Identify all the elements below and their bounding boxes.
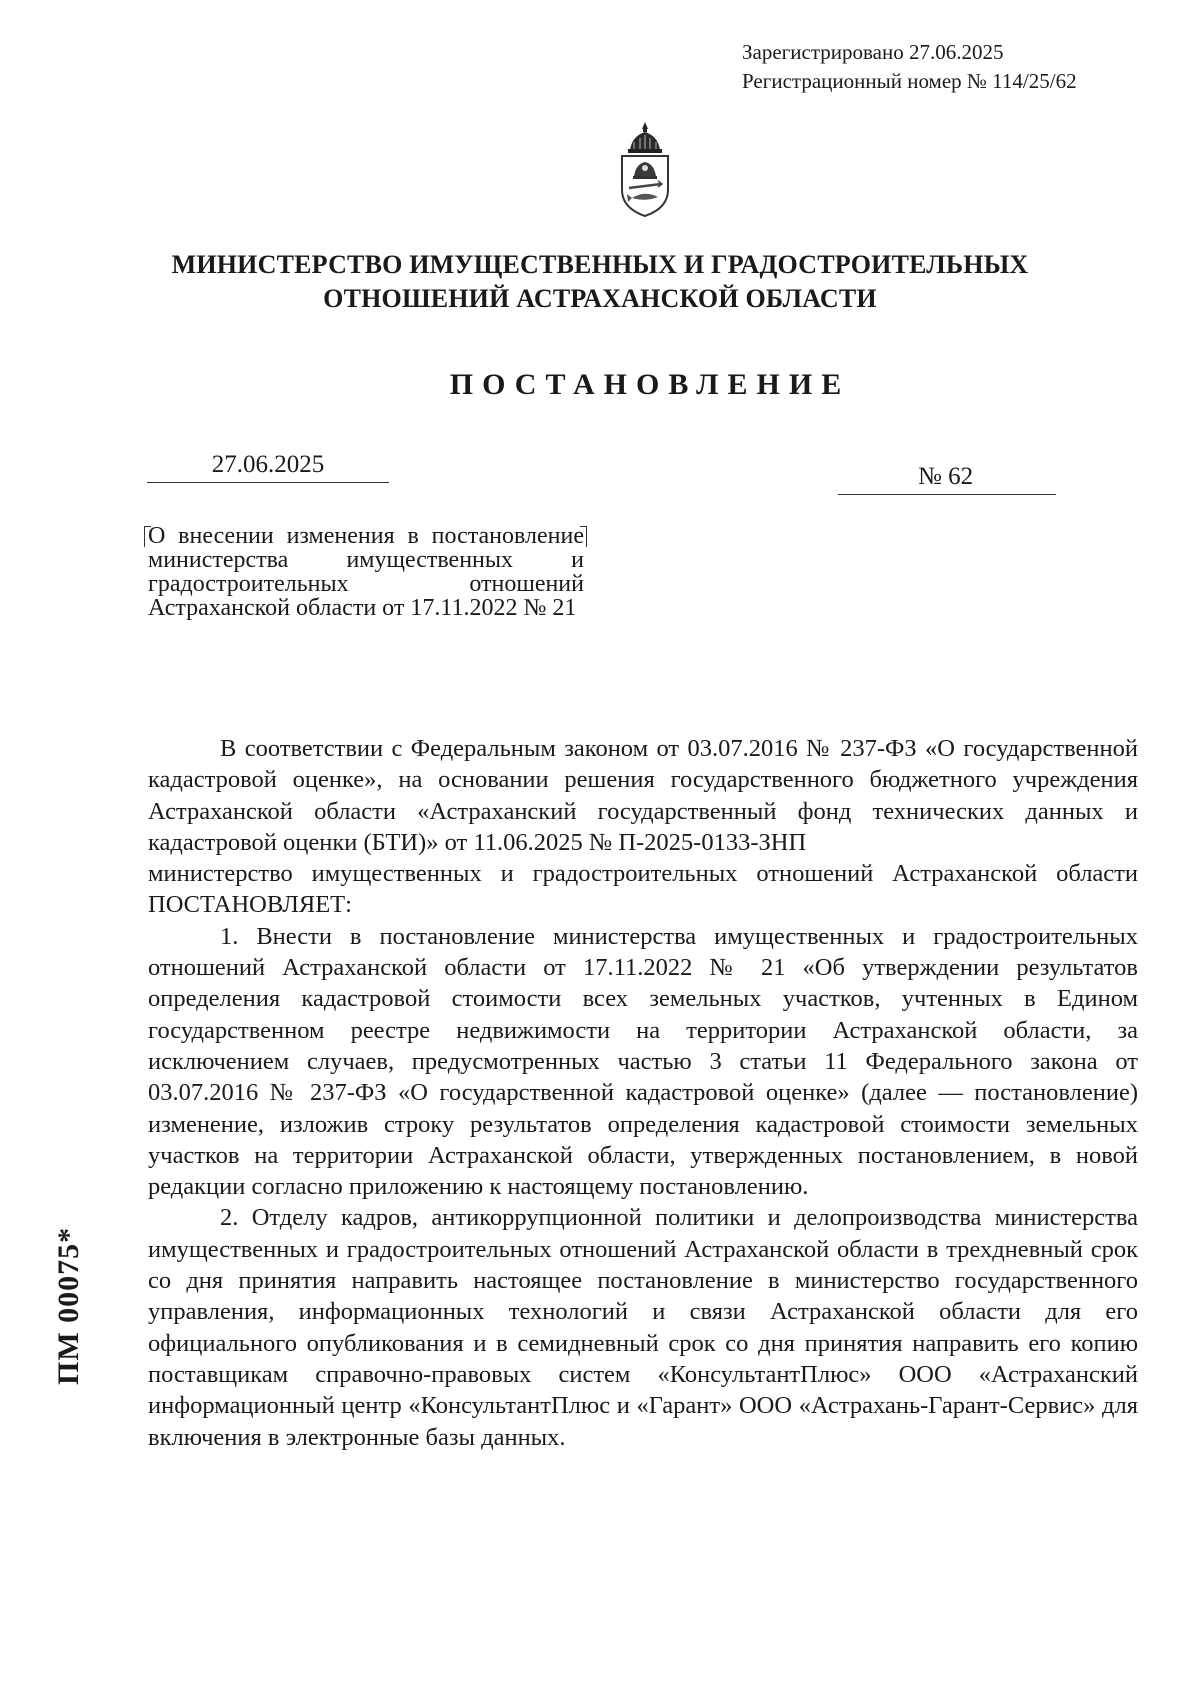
body-item-2: 2. Отделу кадров, антикоррупционной политики и делопроизводства министерства имущественных и градостроительных отношений Астраханской области в трехдневный срок со дня принятия направить настоящее постановление в министерство государственного управления, информационных технологий и связи Астраханской области для его официального опубликования и в семидневный срок со дня принятия направить его копию поставщикам справочно-правовых систем «КонсультантПлюс» ООО «Астраханский информационный центр «КонсультантПлюс и «Гарант» ООО «Астрахань-Гарант-Сервис» для включения в электронные базы данных. [148, 1204, 1138, 1451]
registration-number: Регистрационный номер № 114/25/62 [742, 69, 1077, 93]
document-number-field [838, 462, 1056, 495]
body-preamble: В соответствии с Федеральным законом от 03.07.2016 № 237-ФЗ «О государственной кадастровой оценке», на основании решения государственного бюджетного учреждения Астраханской области «Астраханский государственный фонд технических данных и кадастровой оценки (БТИ)» от 11.06.2025 № П-2025-0133-ЗНП [148, 735, 1138, 856]
body-resolution: министерство имущественных и градостроительных отношений Астраханской области ПОСТАНОВЛЯЕТ: [148, 860, 1138, 919]
document-subject: О внесении изменения в постановление министерства имущественных и градостроительных отношений Астраханской области от 17.11.2022 № 21 [148, 523, 584, 621]
document-body [148, 733, 1138, 1453]
ministry-name-line1: МИНИСТЕРСТВО ИМУЩЕСТВЕННЫХ И ГРАДОСТРОИТЕЛЬНЫХ [171, 250, 1029, 279]
document-number: № 62 [918, 463, 974, 490]
coat-of-arms-icon [614, 120, 676, 220]
ministry-name [0, 248, 1200, 316]
document-type-heading: ПОСТАНОВЛЕНИЕ [449, 368, 851, 401]
registration-stamp [742, 38, 1077, 96]
margin-stamp: ПМ 00075* [52, 1226, 85, 1385]
body-item-1: 1. Внести в постановление министерства имущественных и градостроительных отношений Астраханской области от 17.11.2022 № 21 «Об утверждении результатов определения кадастровой стоимости всех земельных участков, учтенных в Едином государственном реестре недвижимости на территории Астраханской области, за исключением случаев, предусмотренных частью 3 статьи 11 Федерального закона от 03.07.2016 № 237-ФЗ «О государственной кадастровой оценке» (далее — постановление) изменение, изложив строку результатов определения кадастровой стоимости земельных участков на территории Астраханской области, утвержденных постановлением, в новой редакции согласно приложению к настоящему постановлению. [148, 922, 1138, 1201]
registration-date: Зарегистрировано 27.06.2025 [742, 40, 1004, 64]
document-date: 27.06.2025 [147, 450, 389, 483]
ministry-name-line2: ОТНОШЕНИЙ АСТРАХАНСКОЙ ОБЛАСТИ [323, 284, 877, 313]
